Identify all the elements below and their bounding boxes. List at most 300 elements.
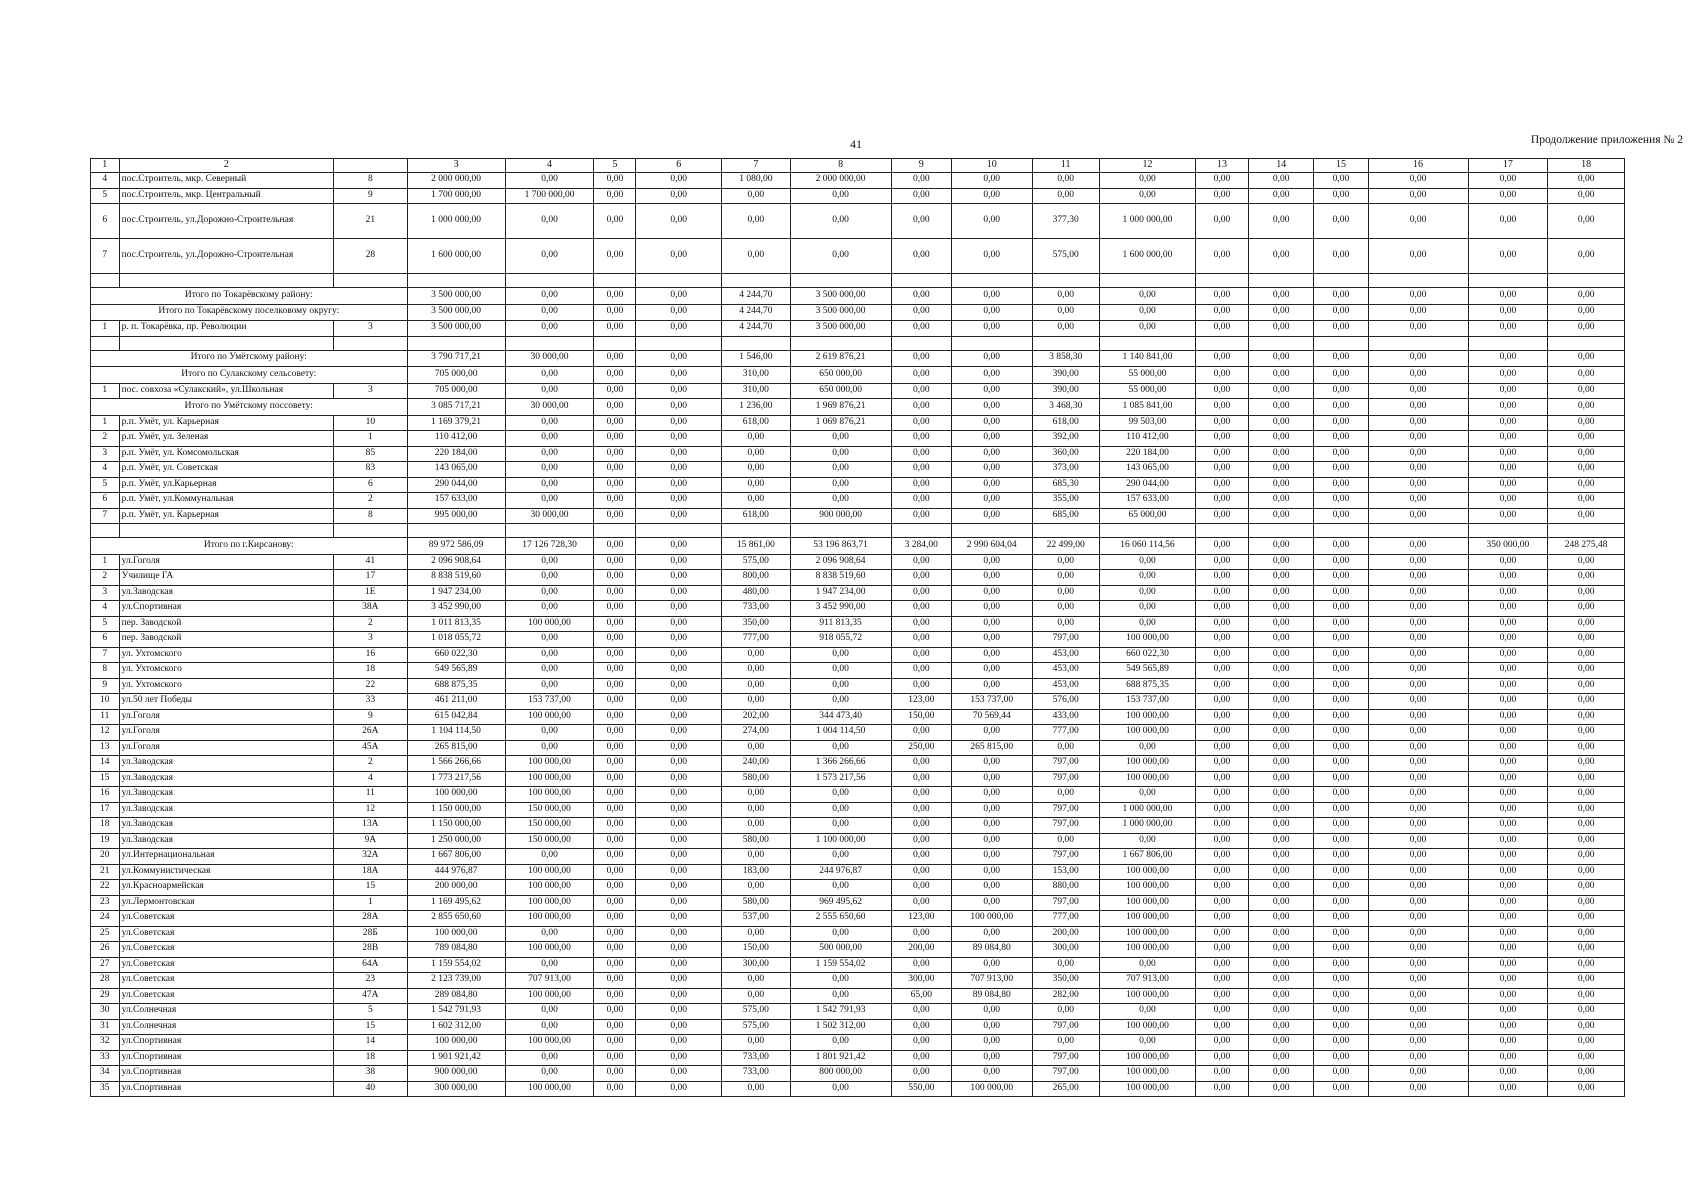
table-row bbox=[91, 694, 1625, 710]
table-cell: 3 bbox=[407, 159, 505, 173]
table-cell: 453,00 bbox=[1032, 678, 1099, 694]
table-cell: 10 bbox=[334, 415, 408, 431]
table-cell: 0,00 bbox=[594, 942, 636, 958]
table-cell: 0,00 bbox=[1249, 431, 1314, 447]
table-cell: 0,00 bbox=[951, 399, 1032, 416]
table-cell: 0,00 bbox=[790, 880, 891, 896]
table-cell: 6 bbox=[91, 632, 120, 648]
table-cell: 1 600 000,00 bbox=[407, 239, 505, 274]
table-cell: 200 000,00 bbox=[407, 880, 505, 896]
table-cell: 0,00 bbox=[891, 663, 951, 679]
table-cell: 0,00 bbox=[1468, 957, 1548, 973]
table-cell: пос. совхоза «Сулакский», ул.Школьная bbox=[119, 383, 333, 399]
table-cell: 0,00 bbox=[594, 1035, 636, 1051]
table-cell: пос.Строитель, мкр. Северный bbox=[119, 173, 333, 189]
table-cell: 0,00 bbox=[1099, 616, 1195, 632]
table-cell: 0,00 bbox=[1548, 508, 1625, 524]
table-cell bbox=[1368, 336, 1468, 350]
table-cell: 18 bbox=[334, 1050, 408, 1066]
table-cell: 0,00 bbox=[594, 321, 636, 337]
table-cell: 0,00 bbox=[1468, 493, 1548, 509]
table-cell: 733,00 bbox=[722, 1050, 790, 1066]
table-cell: 0,00 bbox=[1368, 1050, 1468, 1066]
table-cell: 377,30 bbox=[1032, 204, 1099, 239]
table-cell: 0,00 bbox=[1368, 383, 1468, 399]
table-cell: 244 976,87 bbox=[790, 864, 891, 880]
table-cell: 0,00 bbox=[951, 1004, 1032, 1020]
table-cell: 0,00 bbox=[1195, 462, 1248, 478]
table-cell: 0,00 bbox=[636, 818, 722, 834]
table-cell: 797,00 bbox=[1032, 632, 1099, 648]
table-cell: 580,00 bbox=[722, 771, 790, 787]
table-cell: 1 104 114,50 bbox=[407, 725, 505, 741]
table-cell: 0,00 bbox=[1195, 321, 1248, 337]
table-cell: 0,00 bbox=[1368, 895, 1468, 911]
table-cell: 373,00 bbox=[1032, 462, 1099, 478]
table-cell: 0,00 bbox=[951, 1050, 1032, 1066]
table-cell: 0,00 bbox=[951, 383, 1032, 399]
table-cell: 0,00 bbox=[891, 818, 951, 834]
table-cell: 0,00 bbox=[1249, 601, 1314, 617]
table-cell: ул.Советская bbox=[119, 973, 333, 989]
table-cell: 100 000,00 bbox=[1099, 895, 1195, 911]
table-cell: 0,00 bbox=[1314, 818, 1368, 834]
table-cell: 0,00 bbox=[1548, 446, 1625, 462]
table-cell: 1 018 055,72 bbox=[407, 632, 505, 648]
table-cell: 0,00 bbox=[1195, 383, 1248, 399]
table-cell: 0,00 bbox=[1099, 188, 1195, 204]
table-cell: 0,00 bbox=[594, 725, 636, 741]
table-cell: 0,00 bbox=[790, 988, 891, 1004]
table-cell: 0,00 bbox=[594, 709, 636, 725]
table-cell: 0,00 bbox=[1314, 1066, 1368, 1082]
table-cell: 0,00 bbox=[1099, 787, 1195, 803]
table-cell: 0,00 bbox=[1468, 771, 1548, 787]
table-cell: 0,00 bbox=[636, 926, 722, 942]
table-cell: 1 004 114,50 bbox=[790, 725, 891, 741]
table-cell: 797,00 bbox=[1032, 849, 1099, 865]
column-number-row bbox=[91, 159, 1625, 173]
table-cell: 0,00 bbox=[1468, 462, 1548, 478]
table-cell: 150 000,00 bbox=[505, 802, 594, 818]
table-cell: 0,00 bbox=[594, 415, 636, 431]
subtotal-row bbox=[91, 367, 1625, 384]
table-cell: 0,00 bbox=[1249, 554, 1314, 570]
table-cell: 21 bbox=[334, 204, 408, 239]
table-cell bbox=[91, 274, 120, 288]
table-cell: 575,00 bbox=[722, 1019, 790, 1035]
table-cell: 797,00 bbox=[1032, 802, 1099, 818]
table-cell bbox=[636, 524, 722, 538]
table-cell: 550,00 bbox=[891, 1081, 951, 1097]
table-cell: 5 bbox=[334, 1004, 408, 1020]
table-cell: 0,00 bbox=[636, 632, 722, 648]
table-cell: 4 bbox=[334, 771, 408, 787]
table-cell: Училище ГА bbox=[119, 570, 333, 586]
table-cell: 0,00 bbox=[1548, 694, 1625, 710]
table-cell: 0,00 bbox=[891, 321, 951, 337]
table-cell: 0,00 bbox=[636, 204, 722, 239]
table-cell: 1 bbox=[334, 431, 408, 447]
table-cell: 0,00 bbox=[891, 431, 951, 447]
table-cell: 0,00 bbox=[594, 570, 636, 586]
table-cell bbox=[1249, 336, 1314, 350]
table-cell: 0,00 bbox=[1249, 538, 1314, 555]
table-cell: 10 bbox=[951, 159, 1032, 173]
table-cell: 0,00 bbox=[1314, 477, 1368, 493]
table-cell: 18А bbox=[334, 864, 408, 880]
table-cell: 0,00 bbox=[1249, 771, 1314, 787]
table-cell: 0,00 bbox=[1314, 383, 1368, 399]
table-cell: 0,00 bbox=[1548, 740, 1625, 756]
table-cell: 0,00 bbox=[1249, 462, 1314, 478]
table-cell: 9 bbox=[334, 709, 408, 725]
table-cell: 0,00 bbox=[1195, 477, 1248, 493]
table-cell: 0,00 bbox=[1032, 585, 1099, 601]
table-cell: 0,00 bbox=[1099, 288, 1195, 305]
table-cell: 0,00 bbox=[1468, 849, 1548, 865]
table-cell: 0,00 bbox=[1368, 1035, 1468, 1051]
table-row bbox=[91, 678, 1625, 694]
table-cell: 0,00 bbox=[1368, 239, 1468, 274]
table-cell: 0,00 bbox=[1195, 694, 1248, 710]
table-cell: 0,00 bbox=[594, 833, 636, 849]
table-cell: 2 bbox=[334, 756, 408, 772]
table-cell: 4 bbox=[505, 159, 594, 173]
table-cell: 0,00 bbox=[1468, 367, 1548, 384]
table-cell: 0,00 bbox=[951, 188, 1032, 204]
table-cell: 28В bbox=[334, 942, 408, 958]
table-cell: 0,00 bbox=[1249, 740, 1314, 756]
table-cell: 0,00 bbox=[1195, 554, 1248, 570]
table-cell: 0,00 bbox=[1548, 818, 1625, 834]
table-cell: 0,00 bbox=[1368, 1081, 1468, 1097]
table-cell: 0,00 bbox=[636, 585, 722, 601]
table-cell: 0,00 bbox=[1249, 508, 1314, 524]
table-cell: 0,00 bbox=[594, 756, 636, 772]
table-cell: 0,00 bbox=[594, 601, 636, 617]
table-cell: 0,00 bbox=[891, 239, 951, 274]
table-cell: 20 bbox=[91, 849, 120, 865]
table-cell: 0,00 bbox=[1314, 756, 1368, 772]
table-cell: 0,00 bbox=[1548, 988, 1625, 1004]
table-cell: 0,00 bbox=[951, 321, 1032, 337]
table-cell: 0,00 bbox=[1195, 709, 1248, 725]
table-cell: 11 bbox=[1032, 159, 1099, 173]
table-cell bbox=[1468, 336, 1548, 350]
table-cell: 1 947 234,00 bbox=[790, 585, 891, 601]
table-cell: 1 969 876,21 bbox=[790, 399, 891, 416]
table-cell: 0,00 bbox=[1368, 585, 1468, 601]
table-cell: 0,00 bbox=[951, 173, 1032, 189]
table-cell: 0,00 bbox=[1368, 678, 1468, 694]
table-cell bbox=[1099, 336, 1195, 350]
table-cell: 618,00 bbox=[1032, 415, 1099, 431]
table-cell: 0,00 bbox=[1249, 942, 1314, 958]
table-cell bbox=[891, 336, 951, 350]
table-cell: 0,00 bbox=[594, 1066, 636, 1082]
table-cell: 0,00 bbox=[951, 554, 1032, 570]
table-cell: 0,00 bbox=[1249, 446, 1314, 462]
table-cell: 41 bbox=[334, 554, 408, 570]
table-cell: 0,00 bbox=[1195, 849, 1248, 865]
table-cell: 300,00 bbox=[1032, 942, 1099, 958]
table-cell: 0,00 bbox=[636, 833, 722, 849]
table-cell: 0,00 bbox=[1195, 1019, 1248, 1035]
table-cell: 1 000 000,00 bbox=[1099, 818, 1195, 834]
table-cell: 28Б bbox=[334, 926, 408, 942]
table-cell: 3 500 000,00 bbox=[790, 304, 891, 321]
table-row bbox=[91, 554, 1625, 570]
table-cell: Итого по Умётскому району: bbox=[91, 350, 408, 367]
table-cell: 0,00 bbox=[891, 350, 951, 367]
table-cell: ул.Лермонтовская bbox=[119, 895, 333, 911]
table-cell: 100 000,00 bbox=[505, 756, 594, 772]
table-cell: 777,00 bbox=[1032, 725, 1099, 741]
table-cell: 0,00 bbox=[594, 678, 636, 694]
table-cell: 537,00 bbox=[722, 911, 790, 927]
table-cell: 65 000,00 bbox=[1099, 508, 1195, 524]
table-cell: 0,00 bbox=[636, 740, 722, 756]
table-cell: 0,00 bbox=[1468, 756, 1548, 772]
table-row bbox=[91, 616, 1625, 632]
table-cell: 100 000,00 bbox=[505, 787, 594, 803]
table-cell: 0,00 bbox=[1548, 239, 1625, 274]
table-cell: 0,00 bbox=[1249, 663, 1314, 679]
table-cell: 0,00 bbox=[1468, 350, 1548, 367]
table-cell bbox=[1548, 336, 1625, 350]
table-cell: 0,00 bbox=[1249, 818, 1314, 834]
table-cell: 444 976,87 bbox=[407, 864, 505, 880]
table-cell: 0,00 bbox=[1368, 415, 1468, 431]
table-cell: 0,00 bbox=[951, 864, 1032, 880]
table-cell: 0,00 bbox=[1032, 957, 1099, 973]
table-cell: 0,00 bbox=[1468, 942, 1548, 958]
table-cell: 0,00 bbox=[951, 957, 1032, 973]
table-cell: 0,00 bbox=[594, 787, 636, 803]
table-row bbox=[91, 756, 1625, 772]
table-cell: 0,00 bbox=[1195, 239, 1248, 274]
table-cell: 0,00 bbox=[1368, 818, 1468, 834]
table-cell: 777,00 bbox=[1032, 911, 1099, 927]
table-cell: 153 737,00 bbox=[505, 694, 594, 710]
table-cell: 0,00 bbox=[1368, 787, 1468, 803]
table-cell: 0,00 bbox=[594, 895, 636, 911]
table-cell: 0,00 bbox=[1314, 880, 1368, 896]
table-cell: 3 bbox=[334, 632, 408, 648]
table-cell bbox=[1195, 336, 1248, 350]
table-cell: 0,00 bbox=[636, 942, 722, 958]
table-cell: 0,00 bbox=[722, 431, 790, 447]
continuation-caption: Продолжение приложения № 2 bbox=[1530, 134, 1683, 146]
table-cell: 0,00 bbox=[594, 288, 636, 305]
table-cell bbox=[119, 524, 333, 538]
table-cell: 1 542 791,93 bbox=[790, 1004, 891, 1020]
table-cell: 0,00 bbox=[1249, 973, 1314, 989]
table-cell: 2 096 908,64 bbox=[790, 554, 891, 570]
table-cell: 0,00 bbox=[1195, 833, 1248, 849]
table-cell: 15 bbox=[91, 771, 120, 787]
table-cell: 392,00 bbox=[1032, 431, 1099, 447]
table-cell: 660 022,30 bbox=[407, 647, 505, 663]
table-cell: 0,00 bbox=[1468, 787, 1548, 803]
table-cell: 0,00 bbox=[505, 1019, 594, 1035]
table-cell: 0,00 bbox=[790, 477, 891, 493]
table-cell: 0,00 bbox=[1468, 880, 1548, 896]
table-cell: 0,00 bbox=[594, 647, 636, 663]
table-cell: 0,00 bbox=[636, 350, 722, 367]
table-cell: 0,00 bbox=[951, 477, 1032, 493]
table-cell: 123,00 bbox=[891, 911, 951, 927]
table-cell bbox=[1368, 274, 1468, 288]
table-cell: 300 000,00 bbox=[407, 1081, 505, 1097]
table-cell bbox=[1099, 524, 1195, 538]
table-cell: 0,00 bbox=[1468, 288, 1548, 305]
table-cell: 0,00 bbox=[594, 616, 636, 632]
table-cell bbox=[505, 524, 594, 538]
table-cell: 110 412,00 bbox=[1099, 431, 1195, 447]
table-cell: 461 211,00 bbox=[407, 694, 505, 710]
table-cell: 0,00 bbox=[505, 1004, 594, 1020]
table-cell: пер. Заводской bbox=[119, 616, 333, 632]
table-cell bbox=[722, 336, 790, 350]
table-cell: 350 000,00 bbox=[1468, 538, 1548, 555]
table-cell: 17 bbox=[334, 570, 408, 586]
table-cell: 0,00 bbox=[951, 204, 1032, 239]
table-row bbox=[91, 833, 1625, 849]
table-cell: 34 bbox=[91, 1066, 120, 1082]
table-cell: 0,00 bbox=[1314, 740, 1368, 756]
table-cell: 0,00 bbox=[1368, 288, 1468, 305]
table-cell: 0,00 bbox=[790, 694, 891, 710]
table-cell: 0,00 bbox=[1314, 957, 1368, 973]
table-cell: 685,30 bbox=[1032, 477, 1099, 493]
table-cell: 0,00 bbox=[891, 880, 951, 896]
table-cell: 310,00 bbox=[722, 383, 790, 399]
table-cell bbox=[91, 524, 120, 538]
table-cell: 100 000,00 bbox=[1099, 911, 1195, 927]
table-cell: ул.Солнечная bbox=[119, 1004, 333, 1020]
table-cell: 0,00 bbox=[594, 926, 636, 942]
table-cell: 0,00 bbox=[1368, 493, 1468, 509]
table-cell bbox=[1195, 274, 1248, 288]
table-row bbox=[91, 647, 1625, 663]
table-cell: 0,00 bbox=[1314, 678, 1368, 694]
table-cell: 0,00 bbox=[1468, 173, 1548, 189]
table-cell: 0,00 bbox=[1099, 321, 1195, 337]
table-cell: 0,00 bbox=[1368, 616, 1468, 632]
table-row bbox=[91, 462, 1625, 478]
table-cell: 0,00 bbox=[891, 493, 951, 509]
table-cell: 1 011 813,35 bbox=[407, 616, 505, 632]
table-cell: 21 bbox=[91, 864, 120, 880]
table-cell: 3 452 990,00 bbox=[407, 601, 505, 617]
table-cell: 0,00 bbox=[951, 725, 1032, 741]
table-cell: 0,00 bbox=[1195, 431, 1248, 447]
table-cell: 0,00 bbox=[594, 957, 636, 973]
table-cell: 45А bbox=[334, 740, 408, 756]
page-number: 41 bbox=[850, 137, 862, 151]
table-cell: 0,00 bbox=[1468, 446, 1548, 462]
table-cell: 0,00 bbox=[636, 911, 722, 927]
spacer-row bbox=[91, 336, 1625, 350]
table-cell: 4 244,70 bbox=[722, 288, 790, 305]
table-cell: 0,00 bbox=[790, 647, 891, 663]
table-cell: 26 bbox=[91, 942, 120, 958]
table-cell: 0,00 bbox=[636, 462, 722, 478]
table-cell: 777,00 bbox=[722, 632, 790, 648]
table-cell: 100 000,00 bbox=[1099, 756, 1195, 772]
table-cell: 0,00 bbox=[1249, 383, 1314, 399]
table-cell: 0,00 bbox=[1195, 288, 1248, 305]
table-cell: 0,00 bbox=[1314, 632, 1368, 648]
table-cell: 153 737,00 bbox=[951, 694, 1032, 710]
table-cell: 16 bbox=[334, 647, 408, 663]
table-cell: 0,00 bbox=[1548, 678, 1625, 694]
table-cell: 0,00 bbox=[1249, 585, 1314, 601]
table-cell: 3 452 990,00 bbox=[790, 601, 891, 617]
table-cell: ул.Спортивная bbox=[119, 1035, 333, 1051]
table-cell: 0,00 bbox=[636, 880, 722, 896]
table-cell: 0,00 bbox=[1548, 462, 1625, 478]
table-cell: Итого по Токарёвскому району: bbox=[91, 288, 408, 305]
table-cell: 0,00 bbox=[1548, 802, 1625, 818]
table-cell: 0,00 bbox=[594, 988, 636, 1004]
table-cell: 707 913,00 bbox=[951, 973, 1032, 989]
table-cell: 0,00 bbox=[505, 647, 594, 663]
table-cell: 705 000,00 bbox=[407, 383, 505, 399]
table-cell: 789 084,80 bbox=[407, 942, 505, 958]
table-cell: 0,00 bbox=[1548, 1050, 1625, 1066]
table-cell: 707 913,00 bbox=[1099, 973, 1195, 989]
table-row bbox=[91, 973, 1625, 989]
table-cell: 0,00 bbox=[891, 1066, 951, 1082]
table-cell: 100 000,00 bbox=[1099, 926, 1195, 942]
table-cell: 0,00 bbox=[594, 880, 636, 896]
table-cell: 0,00 bbox=[636, 709, 722, 725]
table-cell: ул.Заводская bbox=[119, 802, 333, 818]
table-cell: р.п. Умёт, ул.Коммунальная bbox=[119, 493, 333, 509]
table-cell: 0,00 bbox=[594, 864, 636, 880]
table-cell: 0,00 bbox=[636, 367, 722, 384]
table-cell: 38 bbox=[334, 1066, 408, 1082]
table-cell: 2 096 908,64 bbox=[407, 554, 505, 570]
table-cell: 0,00 bbox=[1548, 431, 1625, 447]
table-cell bbox=[722, 524, 790, 538]
table-cell: 5 bbox=[91, 616, 120, 632]
table-cell: 390,00 bbox=[1032, 383, 1099, 399]
table-cell: 0,00 bbox=[636, 895, 722, 911]
table-cell: 0,00 bbox=[505, 173, 594, 189]
table-cell: 0,00 bbox=[1368, 709, 1468, 725]
table-cell: 0,00 bbox=[951, 802, 1032, 818]
table-cell: 0,00 bbox=[1195, 787, 1248, 803]
table-row bbox=[91, 740, 1625, 756]
table-cell: 0,00 bbox=[1548, 926, 1625, 942]
table-cell: 0,00 bbox=[636, 304, 722, 321]
table-cell: 1 159 554,02 bbox=[407, 957, 505, 973]
table-cell bbox=[594, 524, 636, 538]
table-cell: 7 bbox=[722, 159, 790, 173]
table-cell: 3 085 717,21 bbox=[407, 399, 505, 416]
table-cell: 0,00 bbox=[1195, 304, 1248, 321]
table-cell: ул.Солнечная bbox=[119, 1019, 333, 1035]
table-cell: 32 bbox=[91, 1035, 120, 1051]
table-cell: 0,00 bbox=[1314, 988, 1368, 1004]
spacer-row bbox=[91, 524, 1625, 538]
table-cell: 0,00 bbox=[891, 1019, 951, 1035]
table-cell: 23 bbox=[334, 973, 408, 989]
